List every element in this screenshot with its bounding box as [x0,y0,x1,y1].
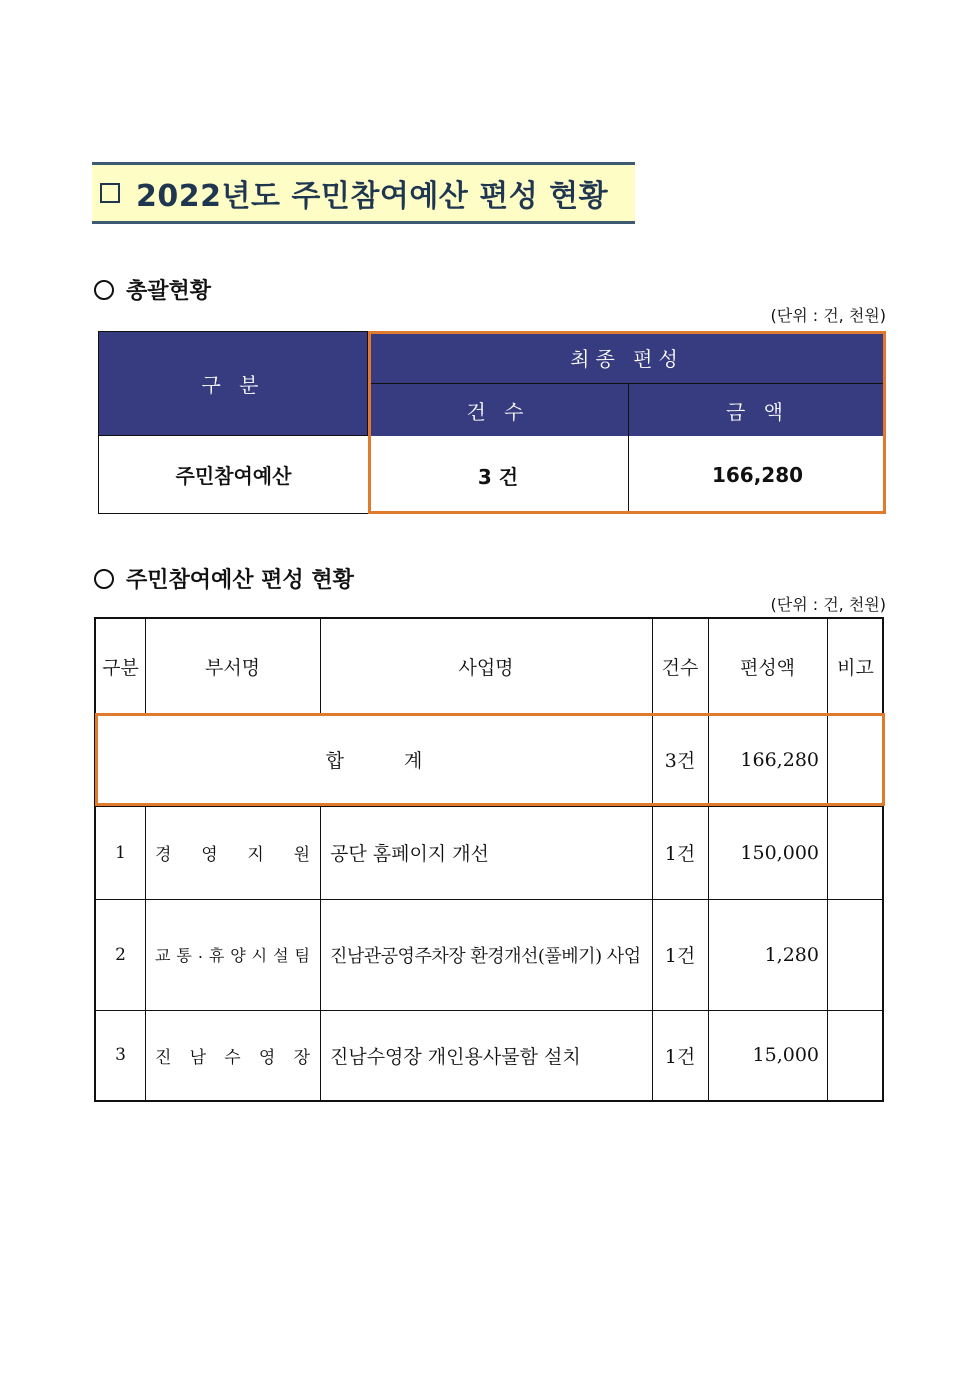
circle-bullet-icon [94,569,114,589]
total-amount: 166,280 [740,748,819,771]
row-3-amount: 15,000 [752,1044,819,1066]
row-2-amount: 1,280 [764,943,819,966]
summary-table [98,331,886,514]
row-3-dept: 진 남 수 영 장 [155,1047,310,1068]
row-2-no: 2 [115,944,126,965]
row-2-note [827,899,884,1010]
row-3-note [827,1010,884,1100]
summary-header-count: 건 수 [368,384,629,436]
row-2-project: 진남관공영주차장 환경개선(풀베기) 사업 [330,945,641,967]
row-1-amount: 150,000 [740,841,819,864]
header-note: 비고 [837,656,874,679]
row-2-count: 1건 [664,945,696,967]
row-1-dept: 경 영 지 원 [155,845,310,865]
row-1-note [827,806,884,899]
detail-section-heading [94,563,354,594]
document-title: 2022년도 주민참여예산 편성 현황 [136,179,609,214]
document-title-banner [92,162,635,224]
detail-table [94,617,884,1102]
summary-cell-count: 3 건 [368,436,629,514]
summary-section-heading [94,274,211,305]
summary-heading-text: 총괄현황 [126,279,212,304]
summary-header-amount: 금 액 [629,384,886,436]
row-1-no: 1 [115,842,126,863]
summary-unit-label: (단위 : 건, 천원) [770,306,886,325]
detail-unit-label: (단위 : 건, 천원) [770,595,886,614]
header-amount: 편성액 [739,656,796,679]
total-note [827,713,884,806]
summary-header-final: 최종 편성 [368,331,886,384]
header-count: 건수 [661,656,699,679]
header-dept: 부서명 [204,656,261,679]
row-1-project: 공단 홈페이지 개선 [330,843,489,865]
circle-bullet-icon [94,280,114,300]
square-bullet-icon [100,183,120,203]
summary-cell-category: 주민참여예산 [98,436,369,514]
row-2-dept: 교 통 . 휴 양 시 설 팀 [155,943,310,965]
header-no: 구분 [102,656,139,679]
row-3-project: 진남수영장 개인용사물함 설치 [330,1045,581,1068]
row-1-count: 1건 [664,843,696,865]
summary-cell-amount: 166,280 [629,436,886,514]
total-label: 합 계 [96,713,652,806]
header-project: 사업명 [458,656,514,679]
total-count: 3건 [664,750,696,772]
row-3-count: 1건 [664,1045,696,1068]
row-3-no: 3 [115,1045,126,1065]
summary-header-category: 구 분 [98,331,368,436]
detail-heading-text: 주민참여예산 편성 현황 [126,568,354,593]
